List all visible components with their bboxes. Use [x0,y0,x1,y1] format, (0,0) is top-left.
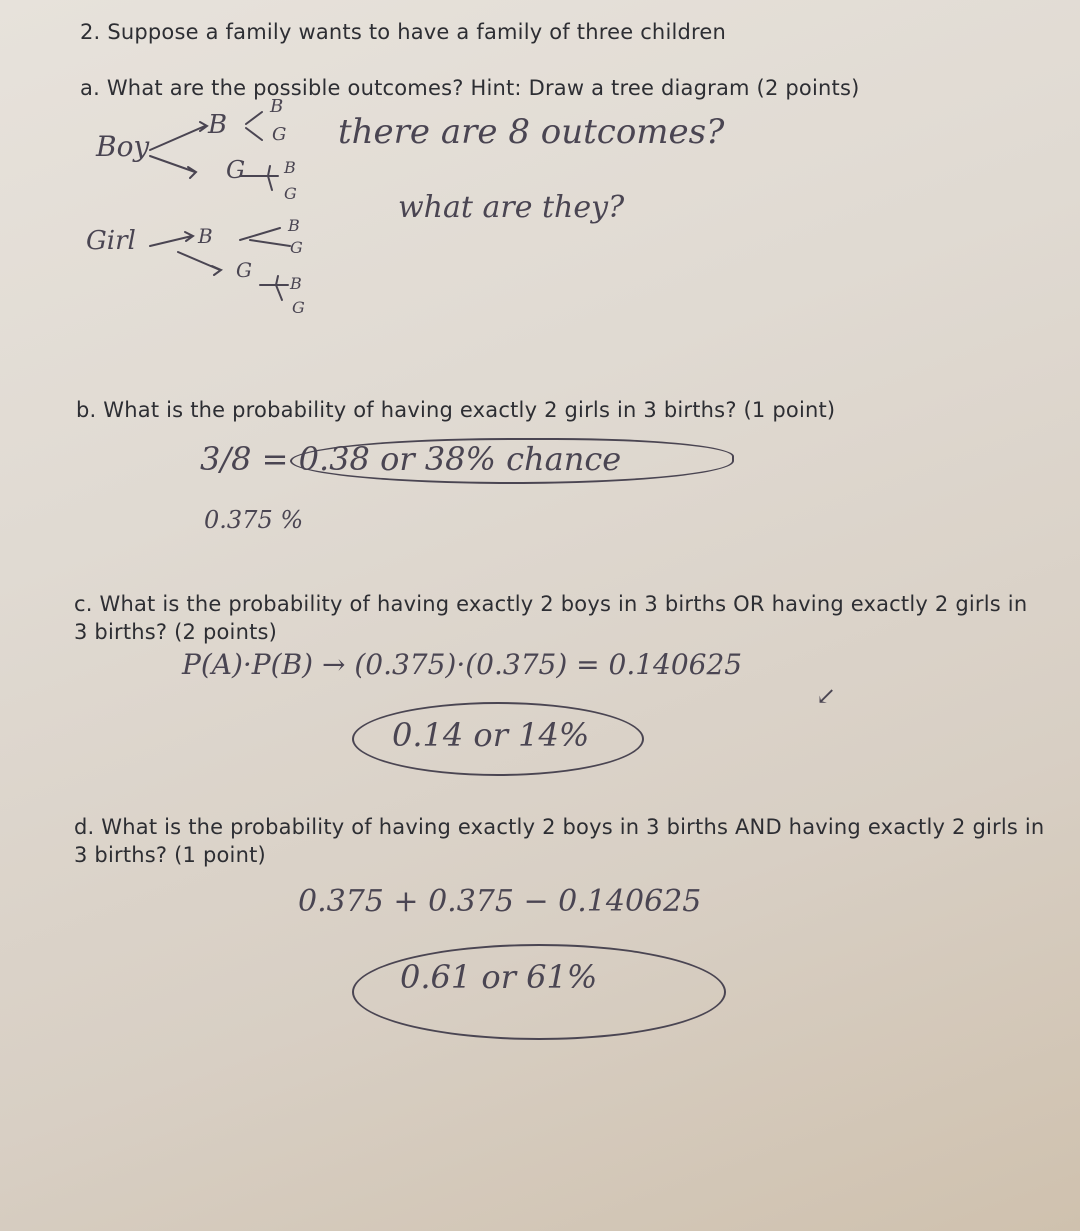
part-c-arrow: ↙ [816,682,837,710]
part-b-text: What is the probability of having exactly 2 girls in 3 births? (1 point) [103,398,836,422]
note-outcomes: there are 8 outcomes? [338,112,725,152]
tree-leaf-g: G [272,124,287,145]
tree-node-b: B [198,224,213,248]
tree-leaf-g: G [292,298,305,317]
question-number: 2. [80,20,101,44]
tree-root-girl: Girl [86,226,136,256]
tree-node-g: G [236,258,252,282]
part-c-work: P(A)·P(B) → (0.375)·(0.375) = 0.140625 [182,648,743,681]
tree-root-boy: Boy [96,130,150,163]
part-d-work: 0.375 + 0.375 − 0.140625 [298,884,702,919]
tree-node-b: B [208,110,228,140]
tree-leaf-g: G [290,238,303,257]
tree-node-g: G [226,156,246,184]
tree-leaf-b: B [284,158,296,177]
part-c-text: What is the probability of having exactly 2 boys in 3 births OR having exactly 2 girls in 3 births? (2 points) [74,592,1028,644]
part-b-decimal: 0.375 % [204,506,304,534]
part-a-text: What are the possible outcomes? Hint: Draw a tree diagram (2 points) [106,76,860,100]
part-b-work: 3/8 = 0.38 or 38% chance [200,440,622,478]
part-c-answer: 0.14 or 14% [392,716,590,754]
note-what-are-they: what are they? [398,190,625,225]
part-d-answer: 0.61 or 61% [400,958,598,996]
question-prompt: Suppose a family wants to have a family of three children [107,20,727,44]
part-c-label: c. [74,592,93,616]
tree-leaf-b: B [270,96,284,117]
tree-leaf-b: B [288,216,300,235]
part-d-label: d. [74,815,95,839]
part-a-label: a. [80,76,100,100]
part-d-text: What is the probability of having exactly 2 boys in 3 births AND having exactly 2 girls in 3 births? (1 point) [74,815,1045,867]
part-d-question [74,813,1064,869]
part-c-question [74,590,1044,646]
part-b-label: b. [76,398,97,422]
part-b-question [76,398,835,422]
tree-leaf-g: G [284,184,297,203]
tree-leaf-b: B [290,274,302,293]
